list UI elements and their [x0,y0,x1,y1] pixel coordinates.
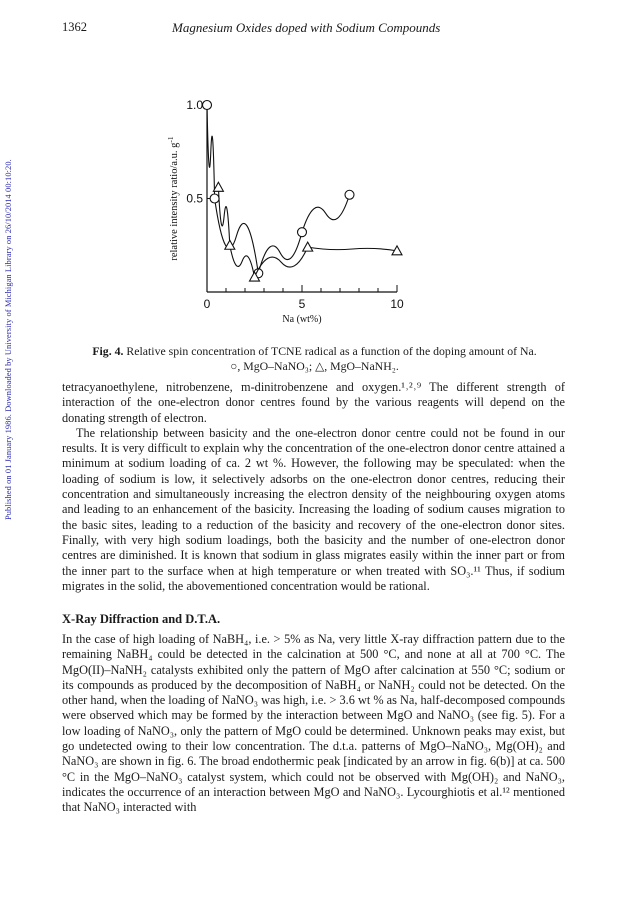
paragraph-2: The relationship between basicity and the one-electron donor centre could not be found in our results. It is very difficult to explain why the concentration of the one-electron donor centre attained a minimum at sodium loading of ca. 2 wt %. However, the following may be speculated: when the loading of sodium is low, it selectively adsorbs on the one-electron donor centres, reducing their concentration and simultaneously increasing the electron density of the neighbouring oxygen atoms and leading to an enhancement of the basicity. Increasing the loading of sodium causes migration to the basic sites, leading to a reduction of the basicity and recovery of the one-electron donor sites. Finally, with very high sodium loadings, both the basicity and the number of one-electron donor centres are diminished. It is known that sodium in glass migrates easily within the inner part or from the inner part to the surface when at high temperature or when treated with SO₃.¹¹ Thus, if sodium migrates in the solid, the abovementioned concentration would be rational. [62,425,565,593]
x-tick-label: 5 [298,297,306,311]
y-axis-label: relative intensity ratio/a.u. $g^{-1}$ [166,136,180,261]
section-heading: X-Ray Diffraction and D.T.A. [62,612,221,626]
running-title: Magnesium Oxides doped with Sodium Compounds [172,20,441,35]
data-point-circle [210,194,219,203]
paragraph-1: tetracyanoethylene, nitrobenzene, m-dinitrobenzene and oxygen.¹˒²˒⁹ The different strength of interaction of the one-electron donor centres found by the various reagents will depend on the donating strength of electron. [62,380,565,425]
data-point-circle [203,101,212,110]
section-paragraph: In the case of high loading of NaBH₄, i.e. > 5% as Na, very little X-ray diffraction pattern due to the remaining NaBH₄ could be detected in the calcination at 500 °C, and none at all at 700 °C. The MgO(II)–NaNH₂ catalysts exhibited only the pattern of MgO after calcination at 550 °C; sodium or its compounds as produced by the decomposition of NaBH₄ or NaNH₂ could not be detected. On the other hand, when the loading of NaNO₃ was high, i.e. > 3.6 wt % as Na, half-decomposed compounds were observed which may be formed by the interaction between MgO and NaNO₃ (see fig. 5). For a low loading of NaNO₃, only the pattern of MgO could be determined. Unknown peaks may exist, but go undetected owing to their low concentration. The d.t.a. patterns of MgO–NaNO₃, Mg(OH)₂ and NaNO₃ are shown in fig. 6. The broad endothermic peak [indicated by an arrow in fig. 6(b)] at ca. 500 °C in the MgO–NaNO₃ catalyst system, which could not be observed with Mg(OH)₂ and NaNO₃, indicates the occurrence of an interaction between MgO and NaNO₃. Lycourghiotis et al.¹² mentioned that NaNO₃ interacted with [62,632,565,815]
x-axis-label: Na (wt%) [282,314,322,325]
caption-line-1: Relative spin concentration of TCNE radical as a function of the doping amount of Na. [126,344,537,358]
figure-4 [62,70,567,370]
x-tick-label: 10 [390,297,404,311]
y-tick-label: 0.5 [186,191,203,206]
data-point-triangle [213,182,223,191]
spin-concentration-chart [62,70,567,340]
page-number: 1362 [62,20,87,34]
chart-series [203,101,403,282]
y-tick-label: 1.0 [186,98,203,112]
data-point-triangle [303,242,313,251]
body-text-top [62,380,565,594]
series-line-triangle [218,187,397,277]
data-point-circle [298,228,307,237]
data-point-circle [345,190,354,199]
download-notice: Published on 01 January 1986. Downloaded by University of Michigan Library on 26/10/2014 00:10:20. [4,159,13,521]
x-tick-label: 0 [203,297,211,311]
figure-caption [62,344,567,374]
caption-line-2: ○, MgO–NaNO₃; △, MgO–NaNH₂. [230,359,399,373]
chart-labels [166,98,404,325]
caption-label: Fig. 4. [92,344,124,358]
body-text-section [62,632,565,816]
